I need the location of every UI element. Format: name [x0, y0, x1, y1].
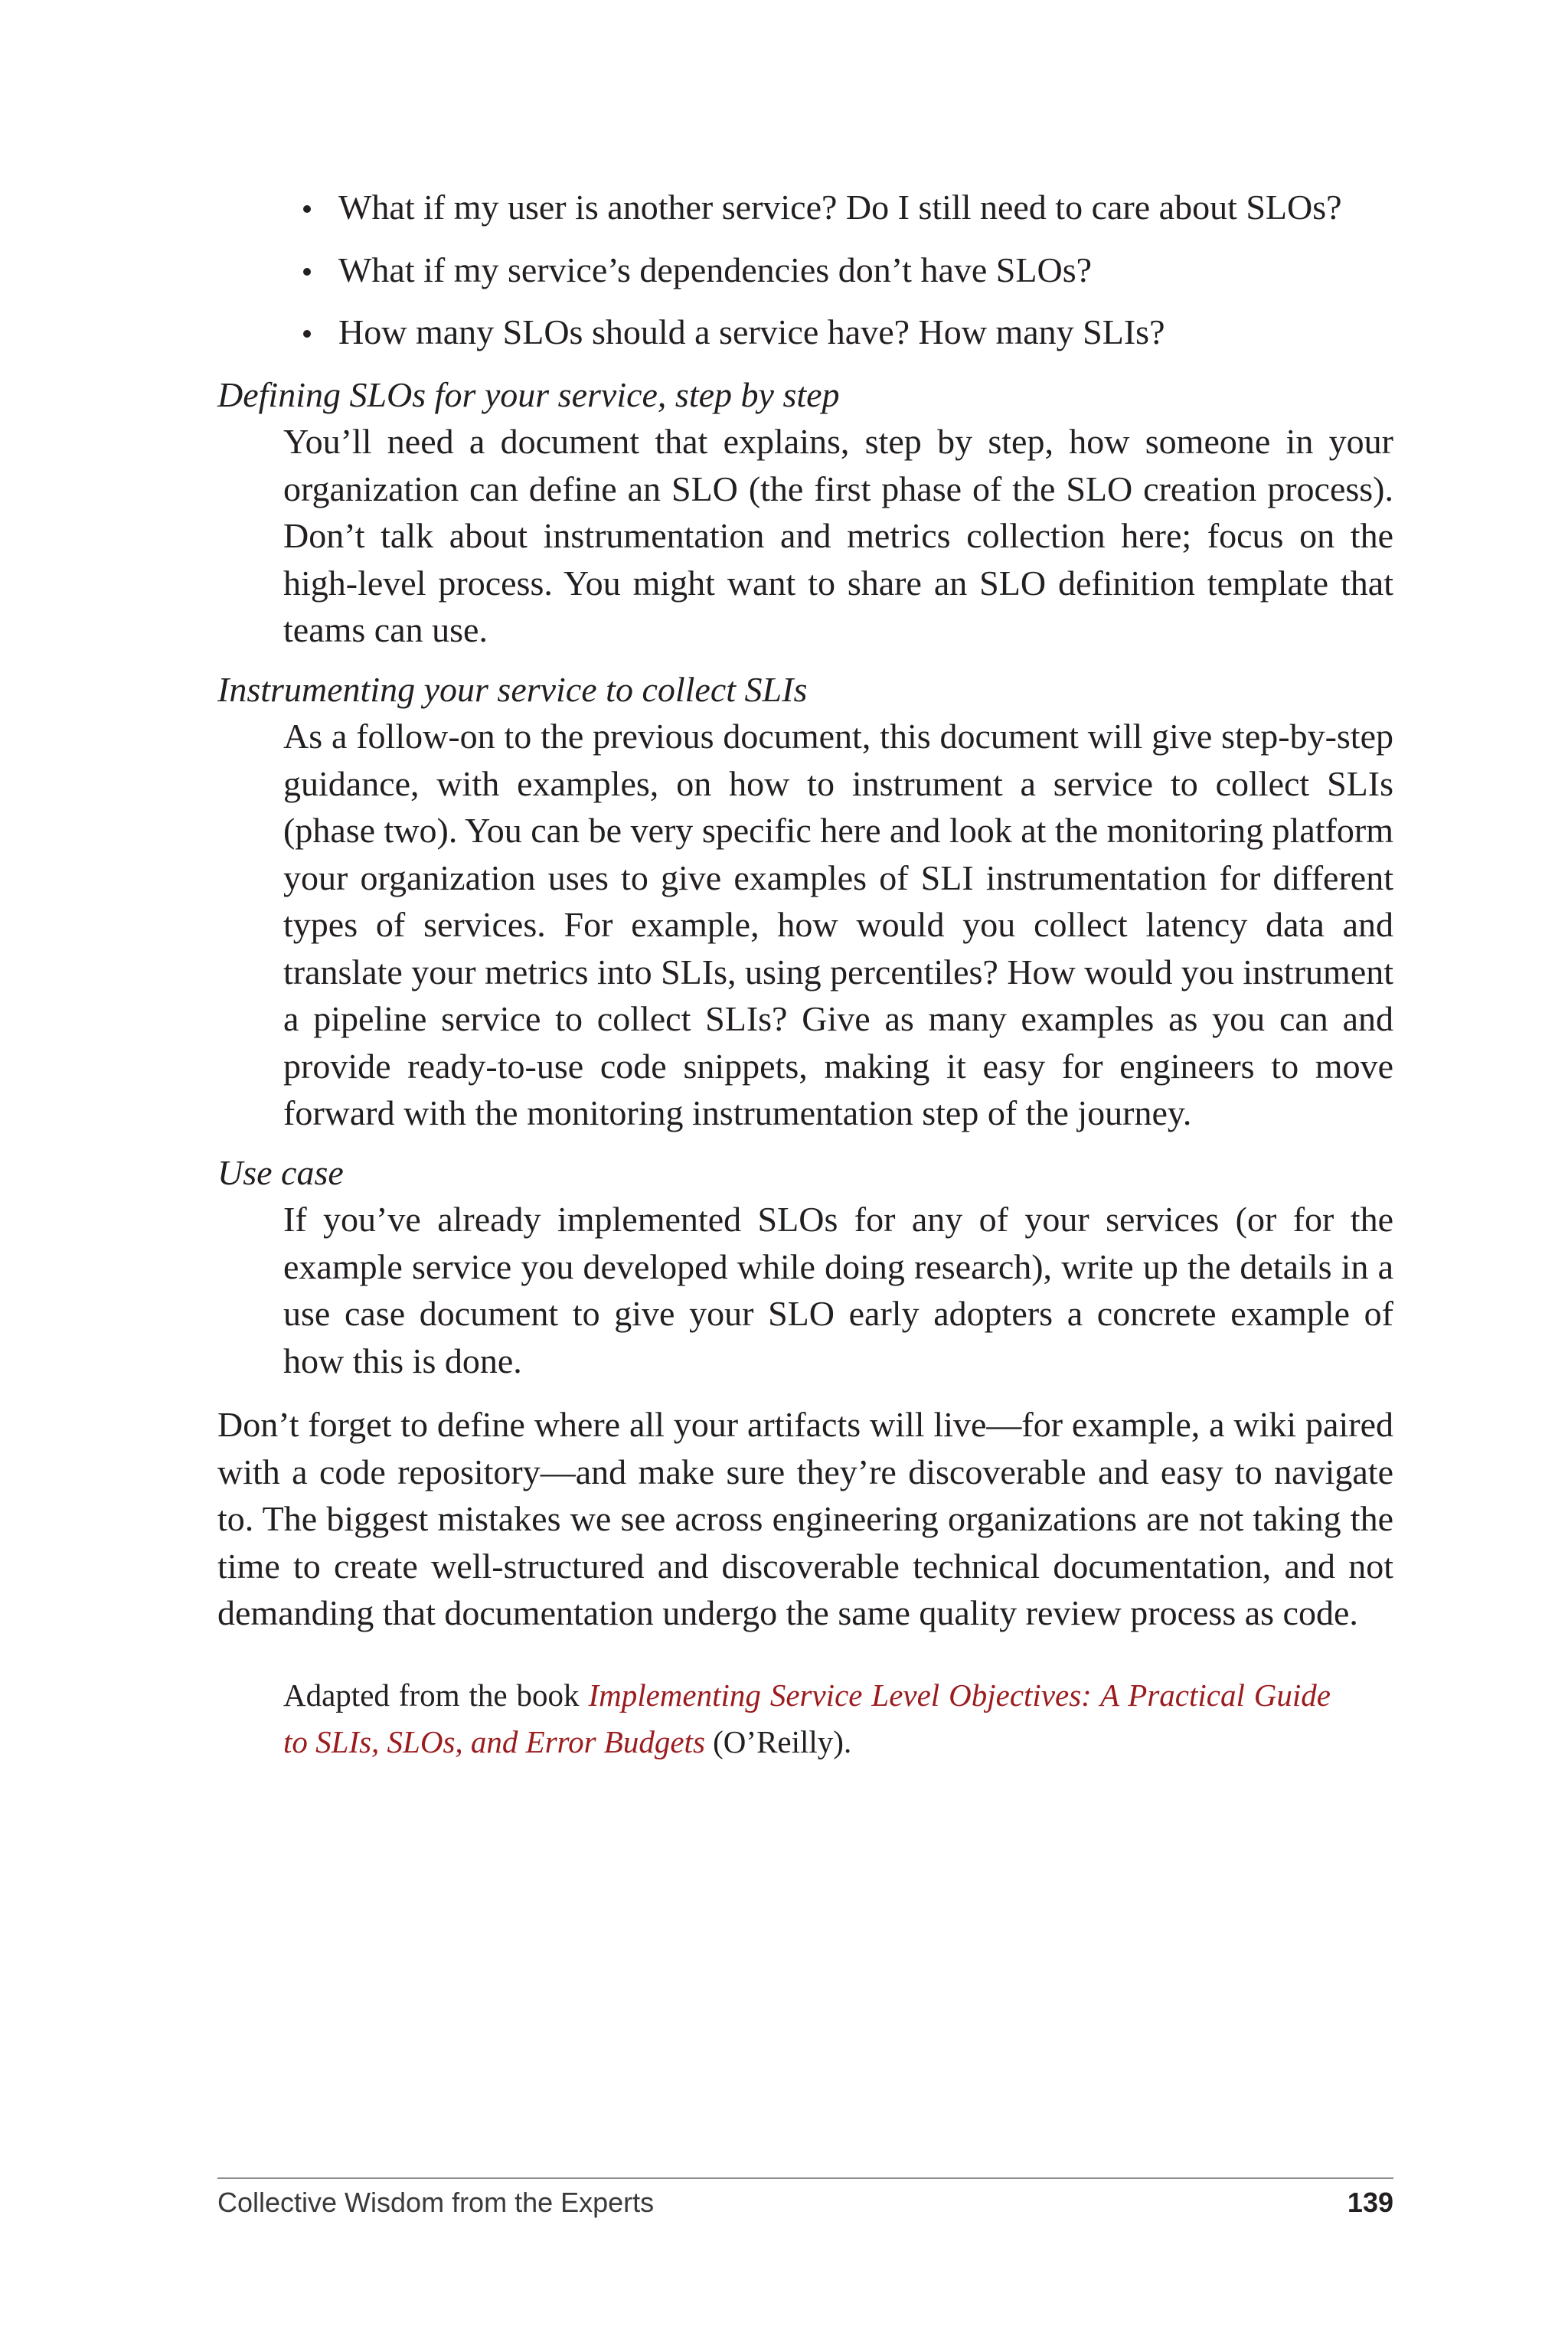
page-number: 139	[1347, 2187, 1393, 2218]
attribution-suffix: (O’Reilly).	[704, 1723, 852, 1759]
definition-term: Instrumenting your service to collect SLIs	[217, 669, 808, 709]
list-item-text: What if my service’s dependencies don’t have SLOs?	[338, 250, 1093, 289]
definition-text: If you’ve already implemented SLOs for any of your services (or for the example service you developed while doing research), write up the details in a use case document to give your SLO early adopters a concrete example of how this is done.	[283, 1200, 1393, 1380]
definition-text: As a follow-on to the previous document, this document will give step-by-step guidance, with examples, on how to instrument a service to collect SLIs (phase two). You can be very specific here and look at the monitoring platform your organization uses to give examples of SLI instrumentation for different types of services. For example, how would you collect latency data and translate your metrics into SLIs, using percentiles? How would you instrument a pipeline service to collect SLIs? Give as many examples as you can and provide ready-to-use code snippets, making it easy for engineers to move forward with the monitoring instrumentation step of the journey.	[283, 717, 1394, 1132]
attribution	[283, 1672, 1331, 1766]
page-footer	[217, 2177, 1393, 2219]
definition-block	[217, 371, 1393, 654]
list-item-text: What if my user is another service? Do I still need to care about SLOs?	[338, 188, 1342, 227]
bullet-icon	[303, 330, 311, 338]
list-item	[303, 247, 1393, 294]
list-item	[303, 184, 1393, 231]
definition-block	[217, 1149, 1393, 1385]
list-item-text: How many SLOs should a service have? How many SLIs?	[338, 312, 1165, 351]
question-list	[303, 184, 1393, 356]
definition-text: You’ll need a document that explains, step by step, how someone in your organization can define an SLO (the first phase of the SLO creation process). Don’t talk about instrumentation and metrics collection here; focus on the high-level process. You might want to share an SLO definition template that teams can use.	[283, 422, 1393, 649]
footer-section-title: Collective Wisdom from the Experts	[217, 2187, 655, 2218]
bullet-icon	[303, 205, 311, 213]
book-title-link[interactable]: Implementing Service Level Objectives: A Practical Guide to SLIs, SLOs, and Error Budgets	[283, 1677, 1331, 1759]
page-content	[217, 184, 1393, 1797]
closing-paragraph: Don’t forget to define where all your artifacts will live—for example, a wiki paired with a code repository—and make sure they’re discoverable and easy to navigate to. The biggest mistakes we see across engineering organizations are not taking the time to create well-structured and discoverable technical documentation, and not demanding that documentation undergo the same quality review process as code.	[217, 1405, 1393, 1632]
definition-block	[217, 666, 1393, 1137]
definition-term: Use case	[217, 1152, 344, 1192]
attribution-prefix: Adapted from the book	[283, 1677, 589, 1713]
definition-term: Defining SLOs for your service, step by step	[217, 374, 840, 414]
list-item	[303, 309, 1393, 356]
bullet-icon	[303, 268, 311, 276]
